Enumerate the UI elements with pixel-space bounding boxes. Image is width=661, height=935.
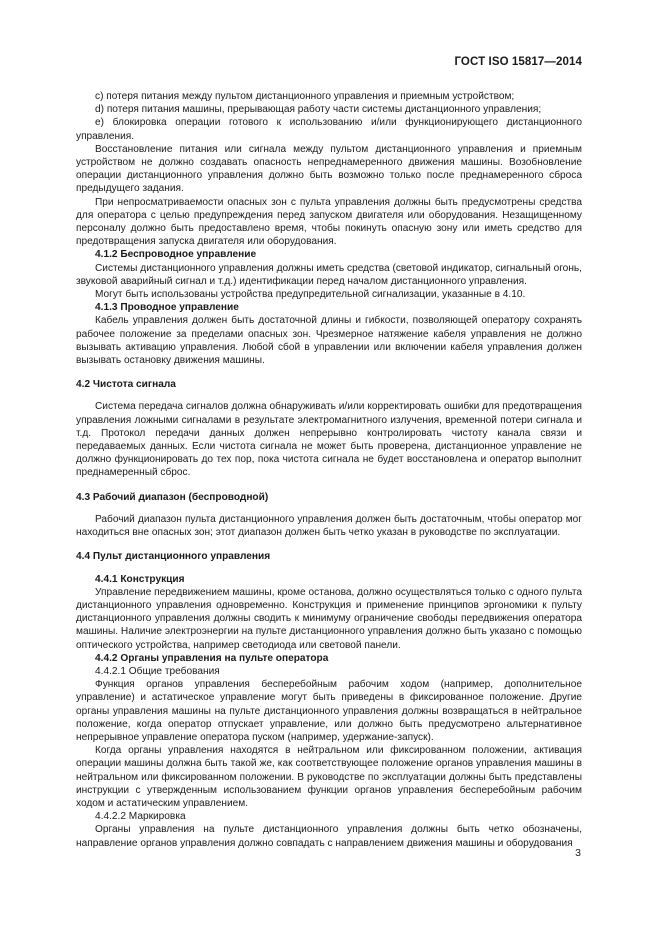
paragraph: Управление передвижением машины, кроме останова, должно осуществляться только с одного пульта дистанционного управления одновременно. Конструкция и применение принципов эргономики к пульту дистанционного управления должны сводить к минимуму ограничение свободы передвижения оператора машины. Наличие электроэнергии на пульте дистанционного управления должно быть указано с помощью оптического устройства, например светодиода или световой панели. bbox=[76, 586, 582, 651]
paragraph: e) блокировка операции готового к использованию и/или функционирующего дистанционного управления. bbox=[76, 117, 582, 142]
paragraph: Когда органы управления находятся в нейтральном или фиксированном положении, активация операции машины должна быть такой же, как соответствующее положение органов управления машины в нейтральном или фиксированном положении. В руководстве по эксплуатации должны быть представлены инструкции с утвержденным использованием функции органов управления бесперебойным рабочим ходом и астатическим управлением. bbox=[76, 745, 582, 809]
document-body bbox=[76, 90, 582, 850]
paragraph: При непросматриваемости опасных зон с пульта управления должны быть предусмотрены средства для оператора с целью предупреждения перед запуском двигателя или оборудования. Незащищенному персоналу должно быть предоставлено время, чтобы покинуть опасную зону или иметь средство для предотвращения запуска двигателя или оборудования. bbox=[76, 196, 582, 248]
paragraph: 4.4.2.2 Маркировка bbox=[95, 811, 186, 823]
subsection-heading: 4.1.3 Проводное управление bbox=[95, 302, 239, 314]
paragraph: Системы дистанционного управления должны иметь средства (световой индикатор, сигнальный огонь, звуковой аварийный сигнал и т.д.) идентификации перед началом дистанционного управления. bbox=[76, 262, 582, 287]
paragraph: c) потеря питания между пультом дистанционного управления и приемным устройством; bbox=[95, 91, 515, 102]
section-heading: 4.2 Чистота сигнала bbox=[76, 379, 176, 391]
paragraph: Восстановление питания или сигнала между пультом дистанционного управления и приемным устройством не должно создавать опасность непреднамеренного движения машины. Возобновление операции дистанционного управления должно быть возможно только после преднамеренного сброса предыдущего задания. bbox=[76, 143, 582, 195]
paragraph: Рабочий диапазон пульта дистанционного управления должен быть достаточным, чтобы оператор мог находиться вне опасных зон; этот диапазон должен быть четко указан в руководстве по эксплуатации. bbox=[76, 513, 582, 539]
subsection-heading: 4.4.2 Органы управления на пульте оператора bbox=[95, 652, 329, 664]
section-heading: 4.4 Пульт дистанционного управления bbox=[76, 551, 271, 563]
paragraph: Функция органов управления бесперебойным рабочим ходом (например, дополнительное управление) и астатическое управление могут быть приведены в фиксированное положение. Другие органы управления машины на пульте дистанционного управления должны возвращаться в нейтральное положение, когда оператор отпускает управление, или должно быть предусмотрено альтернативное непрерывное управление оператора пуском (например, удержание-запуск). bbox=[76, 679, 582, 743]
section-heading: 4.3 Рабочий диапазон (беспроводной) bbox=[76, 491, 269, 503]
paragraph: d) потеря питания машины, прерывающая работу части системы дистанционного управления; bbox=[95, 104, 542, 116]
paragraph: Система передача сигналов должна обнаруживать и/или корректировать ошибки для предотвращения управления ложными сигналами в результате электромагнитного излучения, временной потери сигнала и т.д. Протокол передачи данных должен непрерывно контролировать чистоту канала связи и передаваемых данных. Если чистота сигнала не может быть проверена, дистанционное управление не должно функционировать до тех пор, пока чистота сигнала не будет восстановлена и оператор выполнит преднамеренный сброс. bbox=[76, 401, 582, 479]
paragraph: Могут быть использованы устройства предупредительной сигнализации, указанные в 4.10. bbox=[95, 289, 526, 301]
page-number: 3 bbox=[575, 847, 581, 859]
subsection-heading: 4.1.2 Беспроводное управление bbox=[95, 249, 257, 261]
document-code: ГОСТ ISO 15817—2014 bbox=[454, 56, 582, 68]
paragraph: 4.4.2.1 Общие требования bbox=[95, 665, 220, 677]
paragraph: Органы управления на пульте дистанционного управления должны быть четко обозначены, направление органов управления должно совпадать с направлением движения машины и оборудования bbox=[76, 824, 582, 849]
subsection-heading: 4.4.1 Конструкция bbox=[95, 573, 185, 585]
paragraph: Кабель управления должен быть достаточной длины и гибкости, позволяющей оператору сохранять рабочее положение за пределами опасных зон. Чрезмерное натяжение кабеля управления не должно вызывать активацию управления. Любой сбой в управлении или включении кабеля управления должен вызывать остановку движения машины. bbox=[76, 315, 582, 367]
